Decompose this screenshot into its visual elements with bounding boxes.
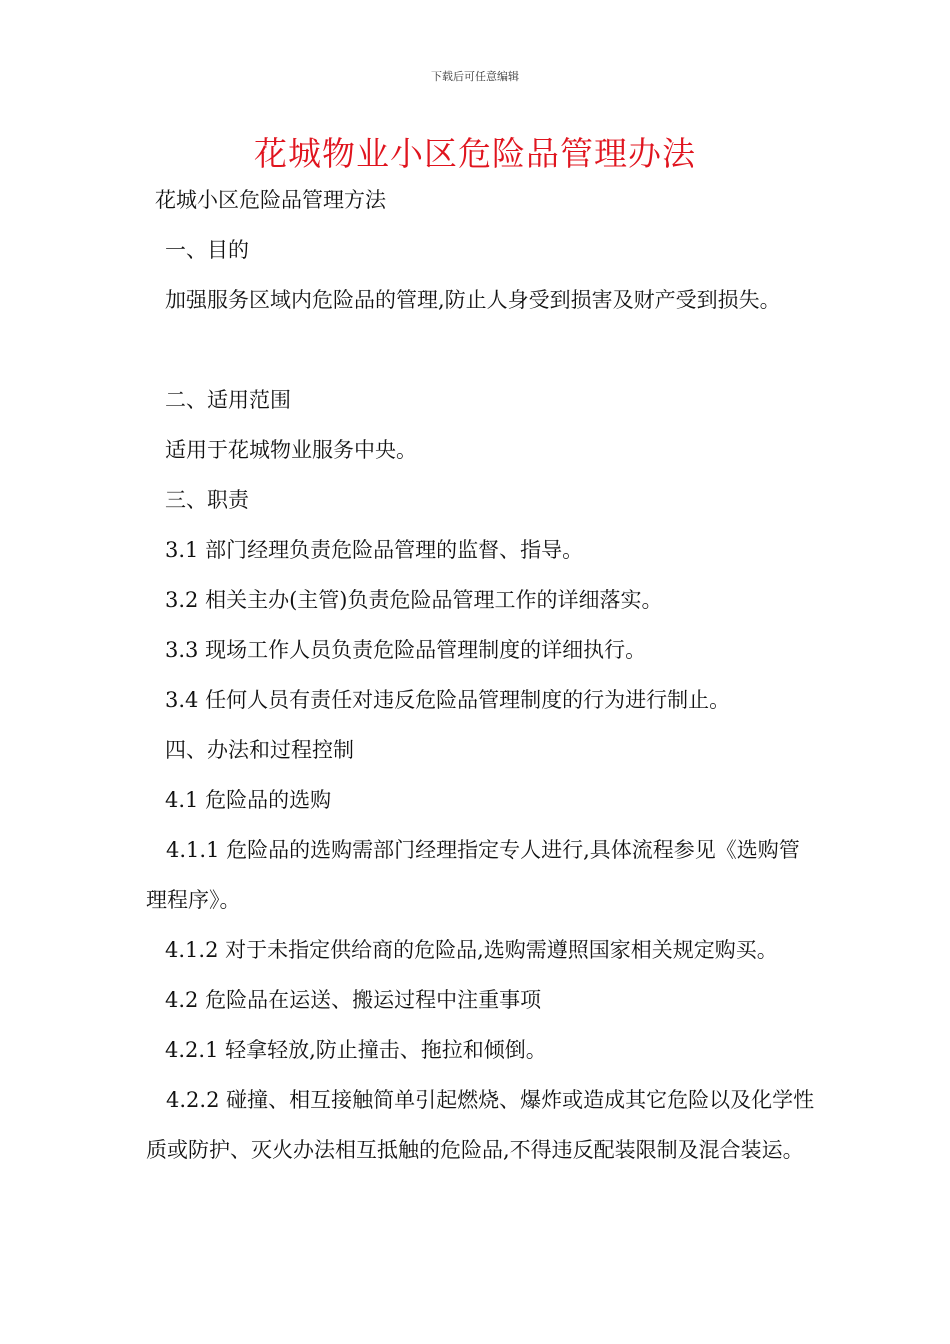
paragraph-4-1-2: 4.1.2 对于未指定供给商的危险品,选购需遵照国家相关规定购买。 bbox=[165, 938, 778, 962]
document-title: 花城物业小区危险品管理办法 bbox=[254, 134, 696, 173]
paragraph-4-1-1: 4.1.1 危险品的选购需部门经理指定专人进行,具体流程参见《选购管理程序》。 bbox=[146, 838, 800, 912]
paragraph-scope: 适用于花城物业服务中央。 bbox=[165, 438, 417, 462]
paragraph-3-4: 3.4 任何人员有责任对违反危险品管理制度的行为进行制止。 bbox=[165, 688, 731, 712]
paragraph-4-1: 4.1 危险品的选购 bbox=[165, 788, 332, 812]
paragraph-subtitle: 花城小区危险品管理方法 bbox=[155, 188, 386, 212]
paragraph-4-2-1: 4.2.1 轻拿轻放,防止撞击、拖拉和倾倒。 bbox=[165, 1038, 547, 1062]
paragraph-3-3: 3.3 现场工作人员负责危险品管理制度的详细执行。 bbox=[165, 638, 647, 662]
paragraph-section-3: 三、职责 bbox=[165, 488, 249, 512]
paragraph-3-1: 3.1 部门经理负责危险品管理的监督、指导。 bbox=[165, 538, 584, 562]
download-note: 下载后可任意编辑 bbox=[431, 70, 519, 83]
paragraph-section-4: 四、办法和过程控制 bbox=[165, 738, 354, 762]
paragraph-3-2: 3.2 相关主办(主管)负责危险品管理工作的详细落实。 bbox=[165, 588, 663, 612]
paragraph-4-2-2: 4.2.2 碰撞、相互接触简单引起燃烧、爆炸或造成其它危险以及化学性质或防护、灭火办法相互抵触的危险品,不得违反配装限制及混合装运。 bbox=[146, 1088, 815, 1162]
paragraph-purpose: 加强服务区域内危险品的管理,防止人身受到损害及财产受到损失。 bbox=[165, 288, 781, 312]
paragraph-section-2: 二、适用范围 bbox=[165, 388, 291, 412]
paragraph-section-1: 一、目的 bbox=[165, 238, 249, 262]
paragraph-4-2: 4.2 危险品在运送、搬运过程中注重事项 bbox=[165, 988, 542, 1012]
